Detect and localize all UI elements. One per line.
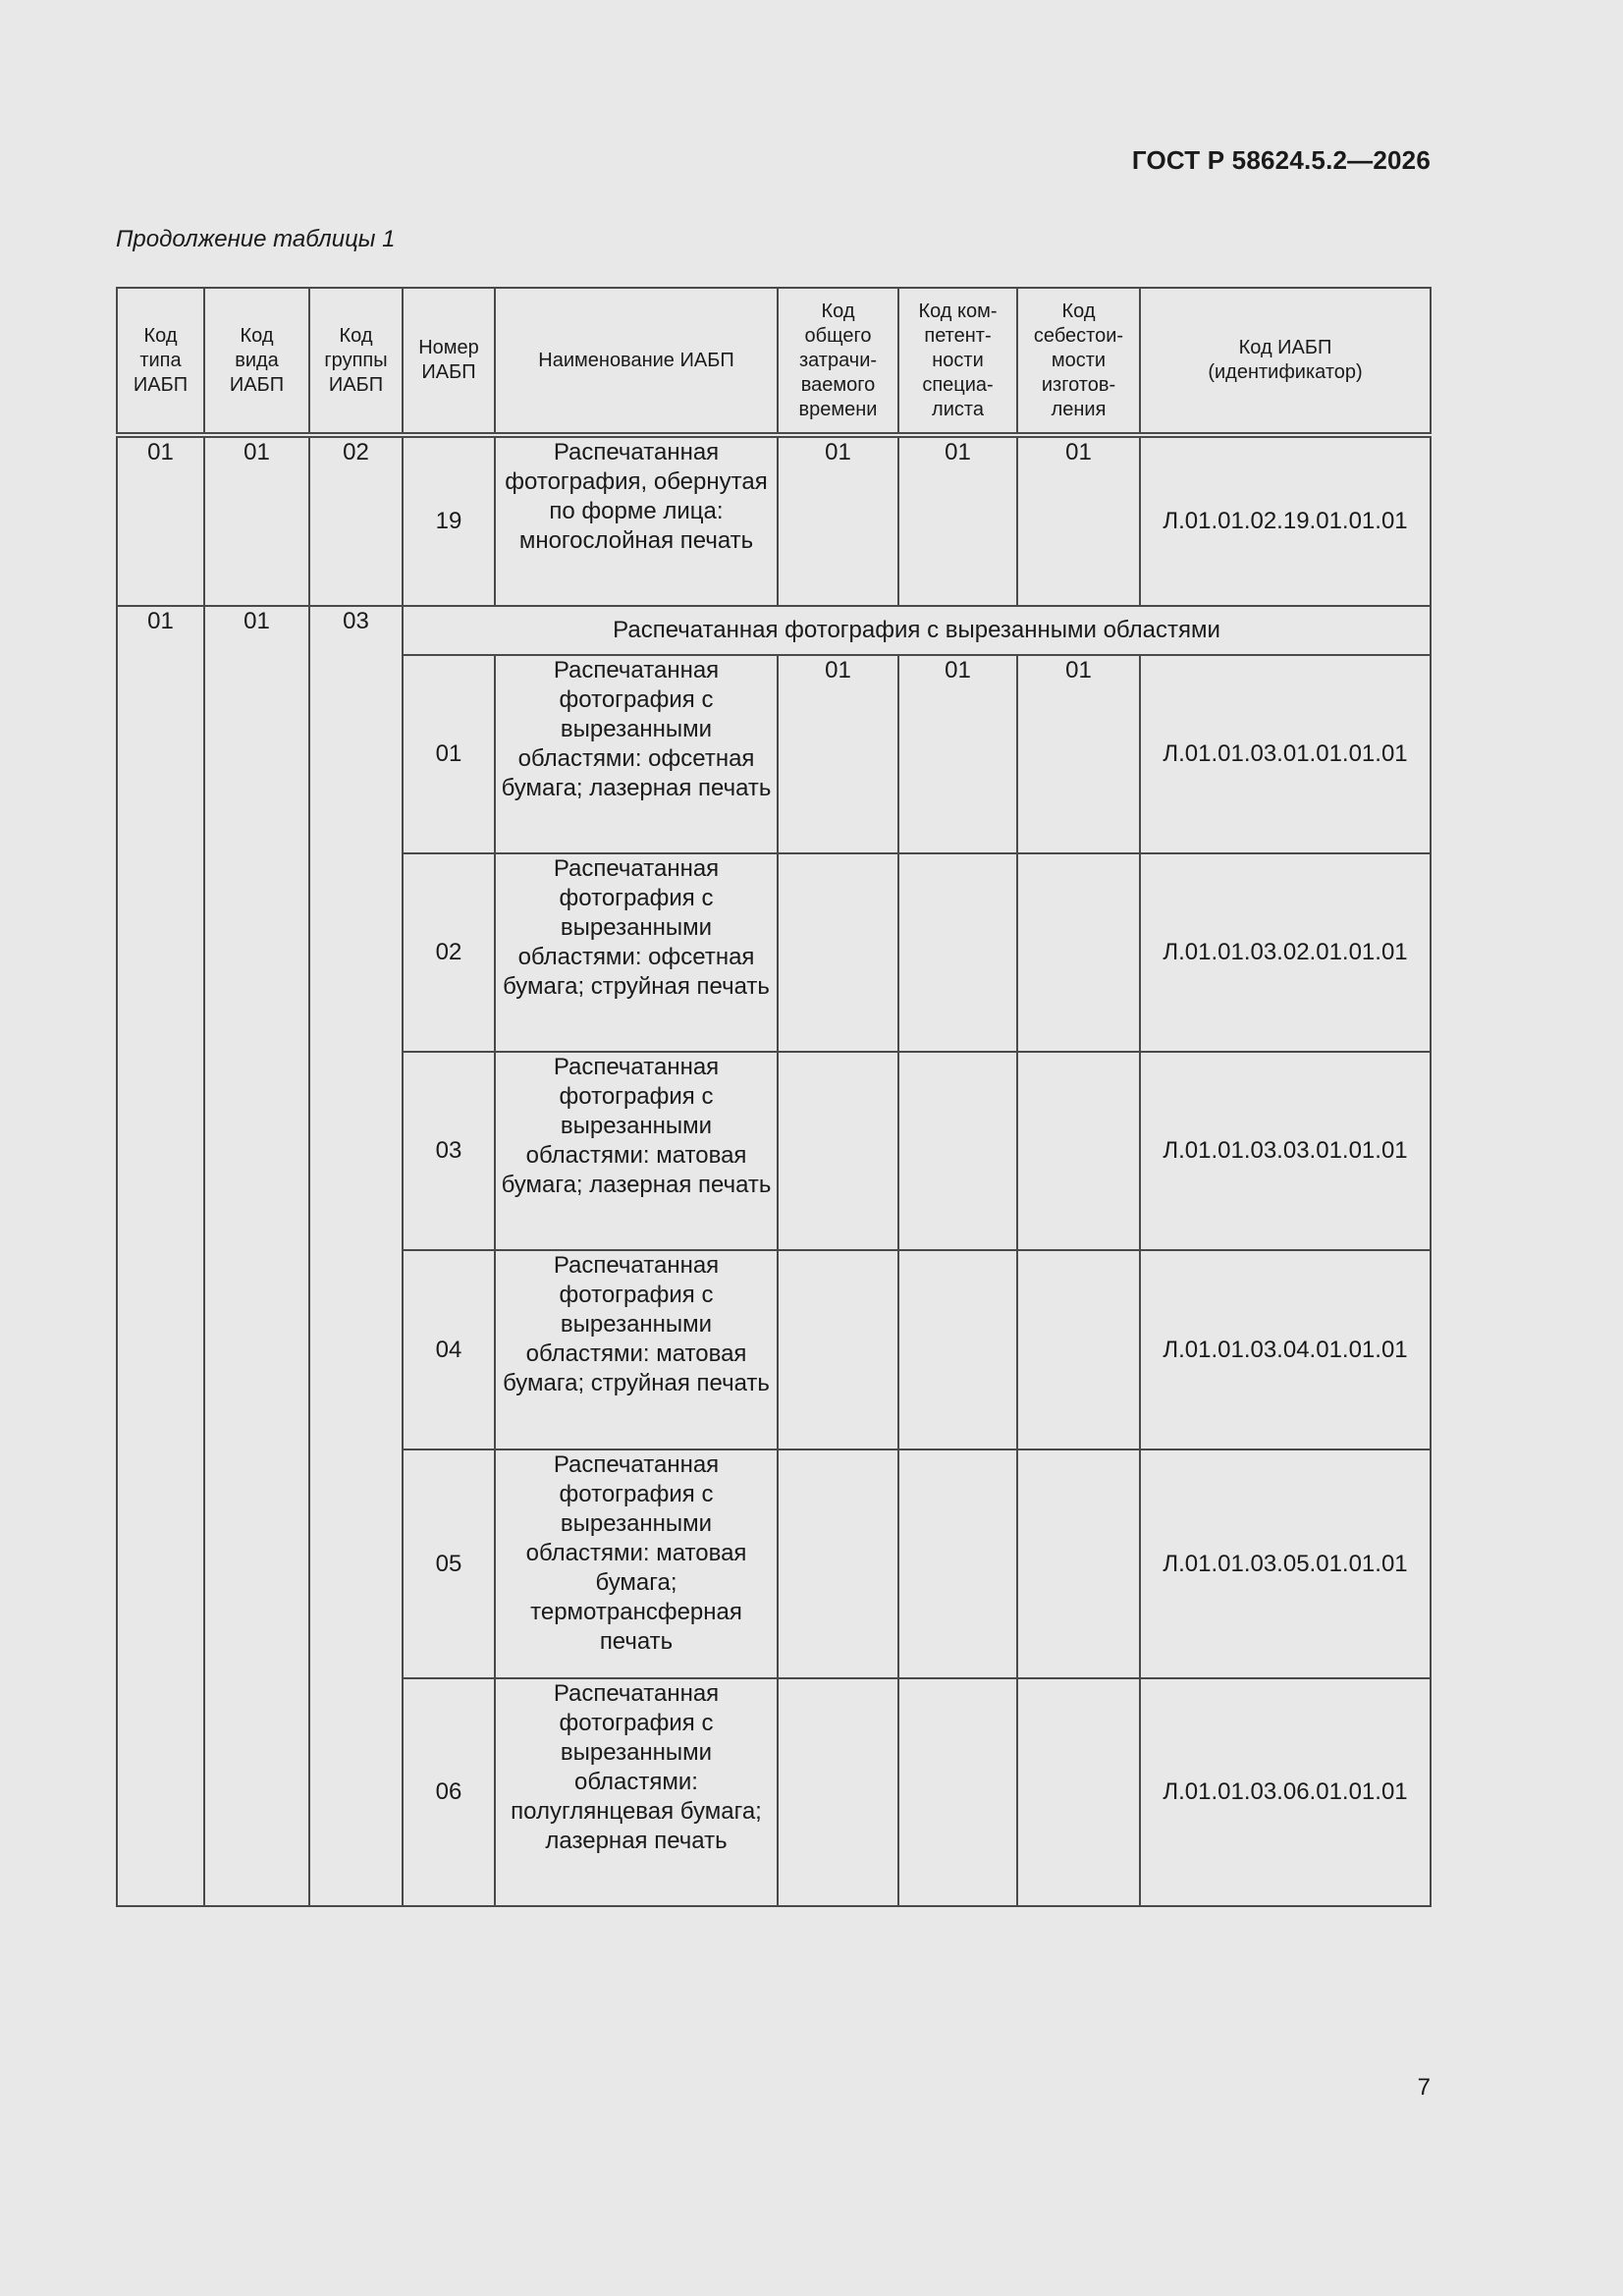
page-number: 7 xyxy=(1417,2074,1431,2101)
cell-number: 03 xyxy=(403,1052,495,1250)
cell-identifier: Л.01.01.03.05.01.01.01 xyxy=(1140,1449,1431,1678)
cell-group: 03 xyxy=(309,606,403,1906)
cell-number: 04 xyxy=(403,1250,495,1449)
cell-group: 02 xyxy=(309,435,403,606)
cell-cost xyxy=(1017,1052,1140,1250)
col-header-identifier: Код ИАБП (идентификатор) xyxy=(1140,288,1431,435)
cell-cost xyxy=(1017,1449,1140,1678)
table-continuation-caption: Продолжение таблицы 1 xyxy=(116,226,396,252)
document-code: ГОСТ Р 58624.5.2—2026 xyxy=(1131,145,1431,175)
cell-time: 01 xyxy=(778,435,898,606)
cell-name: Распечатанная фотография с вырезанными областями: полуглянцевая бумага; лазерная печать xyxy=(495,1678,778,1906)
cell-number: 05 xyxy=(403,1449,495,1678)
col-header-cost: Код себестои- мости изготов- ления xyxy=(1017,288,1140,435)
cell-identifier: Л.01.01.03.04.01.01.01 xyxy=(1140,1250,1431,1449)
cell-time xyxy=(778,1449,898,1678)
cell-name: Распечатанная фотография, обернутая по форме лица: многослойная печать xyxy=(495,435,778,606)
table-header-row xyxy=(117,288,1431,435)
cell-competence xyxy=(898,1449,1017,1678)
cell-time xyxy=(778,1678,898,1906)
col-header-number: Номер ИАБП xyxy=(403,288,495,435)
cell-time xyxy=(778,853,898,1052)
group-title-row xyxy=(117,606,1431,655)
cell-cost: 01 xyxy=(1017,655,1140,853)
cell-name: Распечатанная фотография с вырезанными областями: офсетная бумага; лазерная печать xyxy=(495,655,778,853)
cell-kind: 01 xyxy=(204,435,309,606)
cell-competence xyxy=(898,853,1017,1052)
col-header-competence: Код ком- петент- ности специа- листа xyxy=(898,288,1017,435)
cell-cost xyxy=(1017,1678,1140,1906)
cell-identifier: Л.01.01.03.02.01.01.01 xyxy=(1140,853,1431,1052)
cell-kind: 01 xyxy=(204,606,309,1906)
col-header-name: Наименование ИАБП xyxy=(495,288,778,435)
cell-type: 01 xyxy=(117,606,204,1906)
cell-competence: 01 xyxy=(898,435,1017,606)
cell-name: Распечатанная фотография с вырезанными областями: матовая бумага; термотрансферная печать xyxy=(495,1449,778,1678)
cell-type: 01 xyxy=(117,435,204,606)
cell-identifier: Л.01.01.03.03.01.01.01 xyxy=(1140,1052,1431,1250)
cell-competence: 01 xyxy=(898,655,1017,853)
cell-identifier: Л.01.01.03.06.01.01.01 xyxy=(1140,1678,1431,1906)
cell-competence xyxy=(898,1052,1017,1250)
cell-number: 19 xyxy=(403,435,495,606)
cell-cost: 01 xyxy=(1017,435,1140,606)
table-row xyxy=(117,435,1431,606)
iabp-table xyxy=(116,287,1432,1907)
cell-identifier: Л.01.01.03.01.01.01.01 xyxy=(1140,655,1431,853)
cell-number: 01 xyxy=(403,655,495,853)
cell-time: 01 xyxy=(778,655,898,853)
cell-name: Распечатанная фотография с вырезанными областями: офсетная бумага; струйная печать xyxy=(495,853,778,1052)
cell-time xyxy=(778,1052,898,1250)
cell-cost xyxy=(1017,1250,1140,1449)
cell-identifier: Л.01.01.02.19.01.01.01 xyxy=(1140,435,1431,606)
cell-name: Распечатанная фотография с вырезанными областями: матовая бумага; струйная печать xyxy=(495,1250,778,1449)
col-header-group: Код группы ИАБП xyxy=(309,288,403,435)
cell-number: 06 xyxy=(403,1678,495,1906)
cell-competence xyxy=(898,1678,1017,1906)
cell-number: 02 xyxy=(403,853,495,1052)
cell-cost xyxy=(1017,853,1140,1052)
group-title: Распечатанная фотография с вырезанными областями xyxy=(403,606,1431,655)
cell-name: Распечатанная фотография с вырезанными областями: матовая бумага; лазерная печать xyxy=(495,1052,778,1250)
col-header-kind: Код вида ИАБП xyxy=(204,288,309,435)
col-header-time: Код общего затрачи- ваемого времени xyxy=(778,288,898,435)
col-header-type: Код типа ИАБП xyxy=(117,288,204,435)
cell-competence xyxy=(898,1250,1017,1449)
cell-time xyxy=(778,1250,898,1449)
